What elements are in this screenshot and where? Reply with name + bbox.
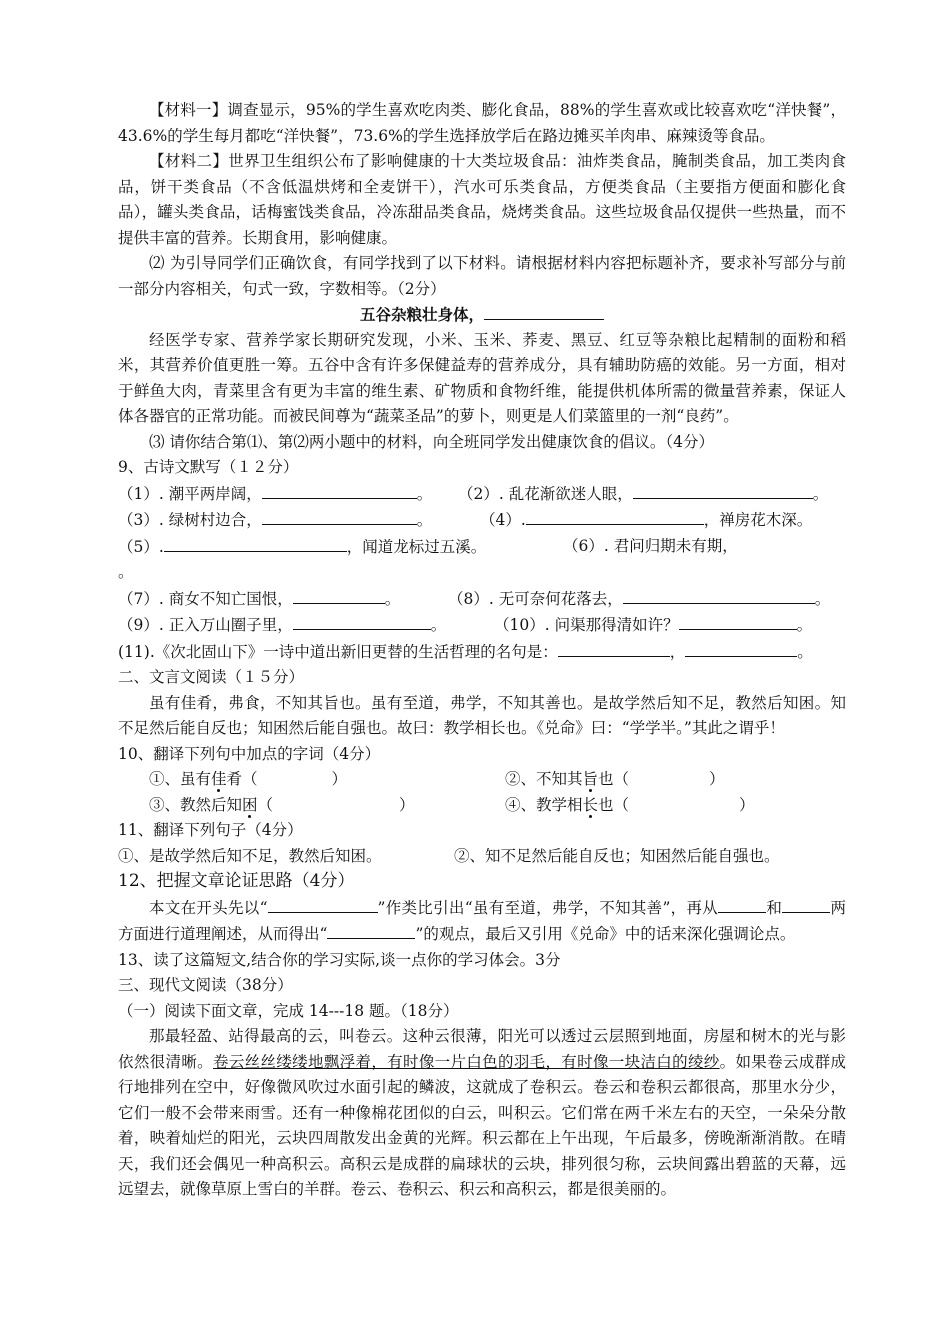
q10-item-1-dotted: 佳 <box>211 770 227 788</box>
question-10: 10、翻译下列句中加点的字词（4分） <box>118 744 381 763</box>
poem-3-blank[interactable] <box>262 507 417 525</box>
question-2: ⑵ 为引导同学们正确饮食，有同学找到了以下材料。请根据材料内容把标题补齐，要求补写部分与前一部分内容相关，句式一致，字数相等。（2分） <box>118 254 846 298</box>
poem-row-1 <box>118 481 846 508</box>
q10-item-1-text: ①、虽有 <box>149 770 212 788</box>
poem-6-end: 。 <box>118 563 134 581</box>
poem-1-blank[interactable] <box>262 481 417 499</box>
q11-sentence-2: ②、知不足然后能自反也；知困然后能自强也。 <box>454 846 780 865</box>
poem-row-3 <box>118 534 846 561</box>
section-9-heading: 9、古诗文默写（１２分） <box>118 458 299 476</box>
question-12-body <box>118 895 846 948</box>
question-3: ⑶ 请你结合第⑴、第⑵两小题中的材料，向全班同学发出健康饮食的倡议。（4分） <box>149 432 715 451</box>
q11-row <box>118 844 846 870</box>
q10-item-4-open: 也（ <box>598 795 630 814</box>
q10-item-2-close: ） <box>709 770 725 788</box>
subsection-1-heading: （一）阅读下面文章，完成 14---18 题。（18分） <box>118 1001 459 1020</box>
poem-row-2 <box>118 507 846 534</box>
poem-11-blank-a[interactable] <box>558 639 670 657</box>
title-blank[interactable] <box>484 302 604 320</box>
poem-1-end: 。 <box>416 484 433 503</box>
poem-4-end: ，禅房花木深。 <box>703 511 813 529</box>
poem-5-text: （5）. <box>118 537 164 556</box>
q12-part-1: 本文在开头先以“ <box>149 898 268 917</box>
poem-2-end: 。 <box>812 484 829 503</box>
cloud-text-1: 那最轻盈、站得最高的云，叫卷云。这种云很薄，阳光可以透过云层照到地面，房屋和树木的光与影依然很清晰。 <box>118 1027 846 1071</box>
q10-item-4-dotted: 长 <box>582 795 599 814</box>
poem-3-text: （3）. 绿树村边合， <box>118 511 262 529</box>
article-title <box>118 302 846 328</box>
q10-item-4-close: ） <box>739 795 755 814</box>
poem-11-comma: ， <box>669 642 686 661</box>
question-11: 11、翻译下列句子（4分） <box>118 821 303 839</box>
poem-11-blank-b[interactable] <box>685 639 797 657</box>
q10-item-3-text: ③、教然后知 <box>149 795 243 814</box>
q10-item-2-text: ②、不知其 <box>505 770 583 788</box>
article-body: 经医学专家、营养学家长期研究发现，小米、玉米、荞麦、黑豆、红豆等杂粮比起精制的面粉和稻米，其营养价值更胜一筹。五谷中含有许多保健益寿的营养成分，具有辅助防癌的效能。另一方面，相对于鲜鱼大肉，青菜里含有更为丰富的维生素、矿物质和食物纤维，能提供机体所需的微量营养素，保证人体各器官的正常功能。而被民间尊为“蔬菜圣品”的萝卜，则更是人们菜篮里的一剂“良药”。 <box>118 330 846 425</box>
article-title-text: 五谷杂粮壮身体， <box>359 305 484 324</box>
poem-1-text: （1）. 潮平两岸阔， <box>118 484 262 503</box>
poem-9-end: 。 <box>430 616 447 634</box>
poem-9-text: （9）. 正入万山圈子里， <box>118 616 293 634</box>
q12-part-2: ”作类比引出“虽有至道，弗学，不知其善”，再从 <box>377 898 719 917</box>
poem-10-blank[interactable] <box>679 612 797 630</box>
poem-11-end: 。 <box>797 642 813 661</box>
q12-part-4: 两方面进行道理阐述，从而得出“ <box>118 898 846 943</box>
q12-part-3: 和 <box>766 898 783 917</box>
exam-page <box>118 98 846 1203</box>
material-one: 【材料一】调查显示，95%的学生喜欢吃肉类、膨化食品，88%的学生喜欢或比较喜欢吃“洋快餐”，43.6%的学生每月都吃“洋快餐”，73.6%的学生选择放学后在路边摊买羊肉串、麻辣烫等食品。 <box>118 101 846 145</box>
question-12: 12、把握文章论证思路（4分） <box>118 871 355 891</box>
poem-5-end: ，闻道龙标过五溪。 <box>346 537 487 556</box>
poem-10-end: 。 <box>796 616 813 634</box>
poem-11-text: (11).《次北固山下》一诗中道出新旧更替的生活哲理的名句是： <box>118 642 558 661</box>
poem-row-11 <box>118 639 846 666</box>
section-3-heading: 三、现代文阅读（38分） <box>118 976 293 994</box>
poem-8-end: 。 <box>814 589 831 608</box>
material-two: 【材料二】世界卫生组织公布了影响健康的十大类垃圾食品：油炸类食品，腌制类食品，加工类肉食品，饼干类食品（不含低温烘烤和全麦饼干），汽水可乐类食品，方便类食品（主要指方便面和膨化食品），罐头类食品，话梅蜜饯类食品，冷冻甜品类食品，烧烤类食品。这些垃圾食品仅提供一些热量，而不提供丰富的营养。长期食用，影响健康。 <box>118 152 846 247</box>
q10-row-2 <box>118 793 846 819</box>
q12-blank-3[interactable] <box>782 895 830 913</box>
q12-part-5: ”的观点，最后又引用《兑命》中的话来深化强调论点。 <box>415 925 796 943</box>
question-13: 13、读了这篇短文,结合你的学习实际,谈一点你的学习体会。3分 <box>118 950 561 969</box>
cloud-text-2: 。如果卷云成群成行地排列在空中，好像微风吹过水面引起的鳞波，这就成了卷积云。卷云和卷积云都很高，那里水分少，它们一般不会带来雨雪。还有一种像棉花团似的白云，叫积云。它们常在两千米左右的天空，一朵朵分散着，映着灿烂的阳光，云块四周散发出金黄的光辉。积云都在上午出现，午后最多，傍晚渐渐消散。在晴天，我们还会偶见一种高积云。高积云是成群的扁球状的云块，排列很匀称，云块间露出碧蓝的天幕，远远望去，就像草原上雪白的羊群。卷云、卷积云、积云和高积云，都是很美丽的。 <box>118 1052 846 1198</box>
q10-item-4-text: ④、教学相 <box>505 795 583 814</box>
q10-item-1-open: 肴（ <box>226 770 258 788</box>
q12-blank-4[interactable] <box>327 921 415 939</box>
poem-4-blank[interactable] <box>526 507 704 525</box>
poem-8-text: （8）. 无可奈何花落去， <box>448 589 623 608</box>
poem-8-blank[interactable] <box>623 586 815 604</box>
poem-9-blank[interactable] <box>293 612 431 630</box>
poem-2-blank[interactable] <box>633 481 813 499</box>
poem-row-5 <box>118 612 846 639</box>
q10-item-1-close: ） <box>331 770 348 788</box>
q10-item-2-dotted: 旨 <box>582 770 599 788</box>
q10-item-3-close: ） <box>399 795 415 814</box>
q10-row-1 <box>118 767 846 793</box>
cloud-passage <box>118 1024 846 1203</box>
classical-text: 虽有佳肴，弗食，不知其旨也。虽有至道，弗学，不知其善也。是故学然后知不足，教然后知困。知不足然后能自反也；知困然后能自强也。故曰：教学相长也。《兑命》曰：“学学半。”其此之谓乎！ <box>118 693 846 737</box>
poem-3-end: 。 <box>416 511 433 529</box>
poem-row-4 <box>118 586 846 613</box>
poem-5-blank[interactable] <box>164 534 347 552</box>
poem-7-text: （7）. 商女不知亡国恨， <box>118 589 293 608</box>
q10-item-3-open: （ <box>257 795 274 814</box>
q10-item-2-open: 也（ <box>598 770 630 788</box>
cloud-underlined-sentence: 卷云丝丝缕缕地飘浮着，有时像一片白色的羽毛，有时像一块洁白的绫纱 <box>213 1052 720 1071</box>
q11-sentence-1: ①、是故学然后知不足，教然后知困。 <box>118 846 382 865</box>
q12-blank-1[interactable] <box>268 895 378 913</box>
section-2-heading: 二、文言文阅读（１５分） <box>118 668 305 686</box>
poem-7-end: 。 <box>384 589 401 608</box>
q10-item-3-dotted: 困 <box>242 795 258 814</box>
q12-blank-2[interactable] <box>718 895 766 913</box>
poem-7-blank[interactable] <box>293 586 385 604</box>
poem-4-text: （4）. <box>480 511 526 529</box>
poem-2-text: （2）. 乱花渐欲迷人眼， <box>458 484 633 503</box>
poem-6-text: （6）. 君问归期未有期， <box>563 536 738 555</box>
poem-10-text: （10）. 问渠那得清如许？ <box>494 616 679 634</box>
